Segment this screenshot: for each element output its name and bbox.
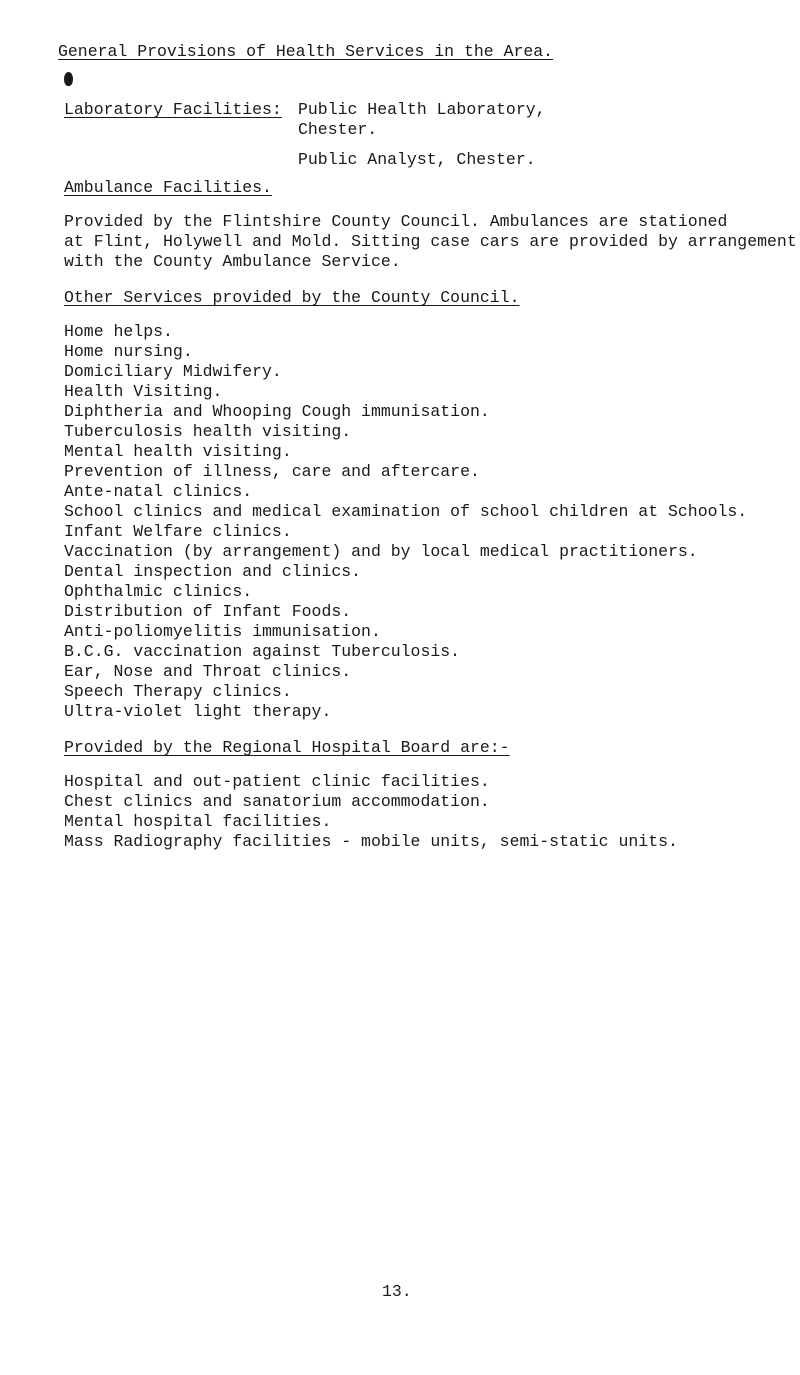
service-item: Anti-poliomyelitis immunisation. <box>64 622 381 641</box>
service-item: Mental health visiting. <box>64 442 292 461</box>
laboratory-line: Public Analyst, Chester. <box>298 150 536 169</box>
service-item: Dental inspection and clinics. <box>64 562 362 581</box>
regional-board-heading: Provided by the Regional Hospital Board are:- <box>64 738 510 757</box>
regional-item: Hospital and out-patient clinic facilities. <box>64 772 490 791</box>
ambulance-paragraph-line: with the County Ambulance Service. <box>64 252 401 271</box>
service-item: Diphtheria and Whooping Cough immunisation. <box>64 402 490 421</box>
ambulance-paragraph-line: Provided by the Flintshire County Council. Ambulances are stationed <box>64 212 728 231</box>
service-item: Ultra-violet light therapy. <box>64 702 332 721</box>
ambulance-heading: Ambulance Facilities. <box>64 178 272 197</box>
service-item: Tuberculosis health visiting. <box>64 422 352 441</box>
bullet-mark <box>64 72 73 86</box>
service-item: Home helps. <box>64 322 173 341</box>
service-item: Health Visiting. <box>64 382 223 401</box>
service-item: Ear, Nose and Throat clinics. <box>64 662 352 681</box>
regional-item: Mass Radiography facilities - mobile units, semi-static units. <box>64 832 678 851</box>
laboratory-line: Chester. <box>298 120 378 139</box>
service-item: Ophthalmic clinics. <box>64 582 253 601</box>
page-heading: General Provisions of Health Services in the Area. <box>58 42 554 61</box>
laboratory-line: Public Health Laboratory, <box>298 100 546 119</box>
service-item: Infant Welfare clinics. <box>64 522 292 541</box>
laboratory-label: Laboratory Facilities: <box>64 100 282 119</box>
service-item: Prevention of illness, care and aftercare. <box>64 462 480 481</box>
service-item: Speech Therapy clinics. <box>64 682 292 701</box>
service-item: Vaccination (by arrangement) and by local medical practitioners. <box>64 542 698 561</box>
regional-item: Chest clinics and sanatorium accommodation. <box>64 792 490 811</box>
page-number: 13. <box>382 1282 412 1301</box>
ambulance-paragraph-line: at Flint, Holywell and Mold. Sitting case cars are provided by arrangement <box>64 232 797 251</box>
service-item: Domiciliary Midwifery. <box>64 362 282 381</box>
service-item: School clinics and medical examination of school children at Schools. <box>64 502 748 521</box>
regional-item: Mental hospital facilities. <box>64 812 332 831</box>
service-item: Ante-natal clinics. <box>64 482 253 501</box>
service-item: Distribution of Infant Foods. <box>64 602 352 621</box>
county-services-heading: Other Services provided by the County Council. <box>64 288 520 307</box>
service-item: Home nursing. <box>64 342 193 361</box>
service-item: B.C.G. vaccination against Tuberculosis. <box>64 642 461 661</box>
